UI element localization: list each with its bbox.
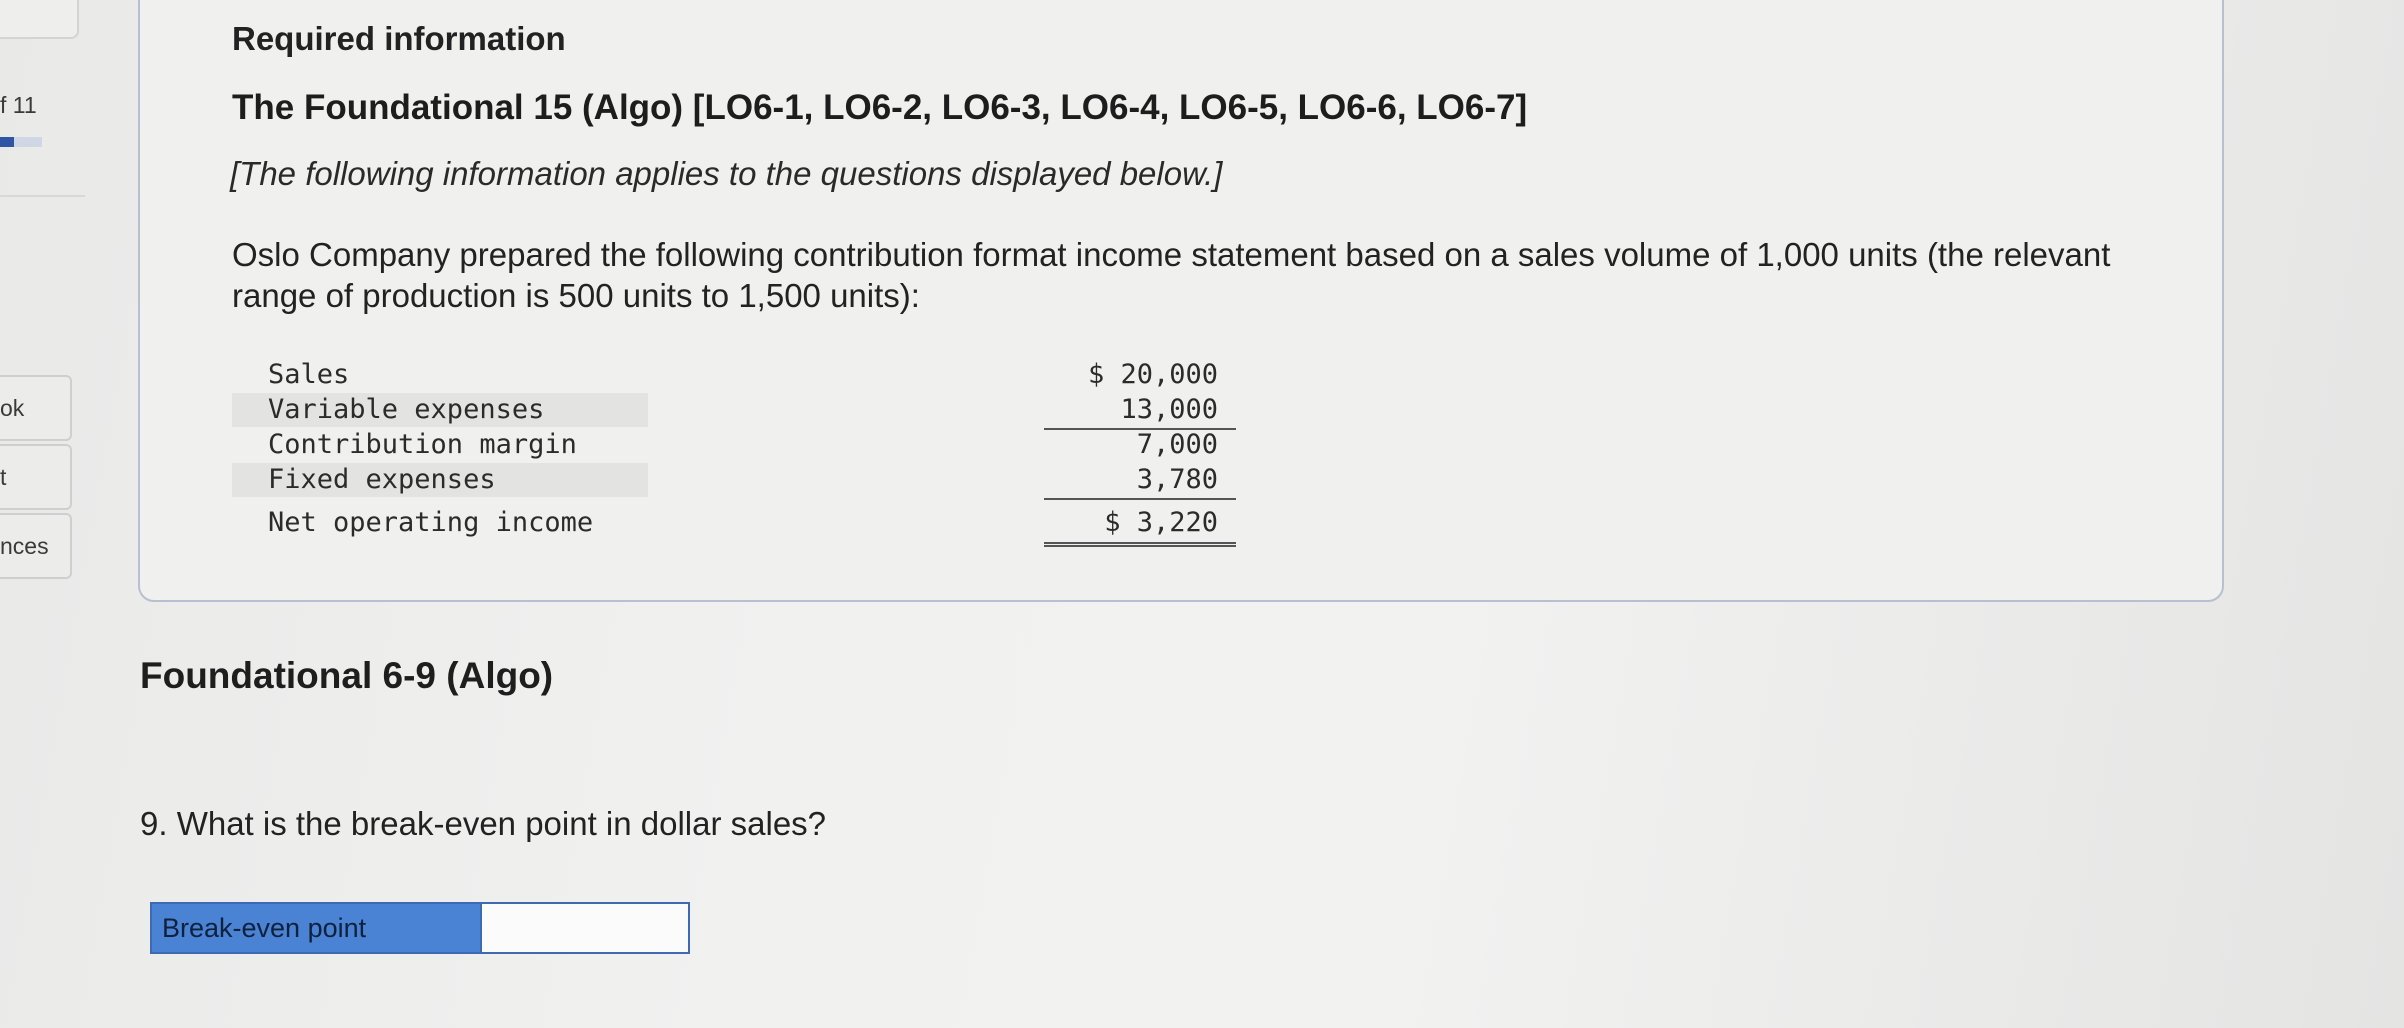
statement-row-variable-expenses: [232, 393, 1218, 427]
statement-amount: 13,000: [1120, 394, 1218, 425]
sidebar-tab-label: ok: [0, 395, 25, 421]
statement-row-net-operating-income: [232, 506, 1218, 540]
statement-amount: $ 3,220: [1104, 507, 1218, 538]
statement-amount: 3,780: [1136, 464, 1218, 495]
sidebar-tab-references[interactable]: [0, 513, 72, 579]
statement-label: Contribution margin: [268, 429, 577, 460]
double-underline: [1044, 542, 1236, 547]
statement-label: Net operating income: [268, 507, 594, 538]
break-even-input[interactable]: [482, 902, 690, 954]
statement-row-fixed-expenses: [232, 463, 1218, 497]
question-counter: f 11: [0, 92, 37, 118]
answer-row: [150, 902, 690, 954]
statement-label: Sales: [268, 359, 350, 390]
progress-bar: [0, 137, 42, 147]
statement-label: Fixed expenses: [232, 463, 648, 497]
required-information-heading: Required information: [232, 20, 566, 57]
break-even-label: Break-even point: [150, 902, 482, 954]
sidebar-divider: [0, 195, 85, 197]
underline: [1044, 498, 1236, 500]
sidebar-tab-book[interactable]: [0, 375, 72, 441]
sidebar-tab-label: t: [0, 464, 7, 490]
sidebar-tab-label: nces: [0, 533, 49, 559]
statement-amount: 7,000: [1136, 429, 1218, 460]
sidebar-top-button[interactable]: [0, 0, 79, 39]
sidebar: [0, 0, 90, 1028]
statement-row-contribution-margin: [232, 428, 1218, 462]
question-text: 9. What is the break-even point in dollar sales?: [140, 805, 827, 842]
problem-description: Oslo Company prepared the following contribution format income statement based on a sales volume of 1,000 units (the relevant range of production is 500 units to 1,500 units):: [232, 236, 2111, 314]
statement-label: Variable expenses: [232, 393, 648, 427]
sidebar-tab-print[interactable]: [0, 444, 72, 510]
progress-bar-fill: [0, 137, 14, 147]
statement-amount: $ 20,000: [1087, 359, 1218, 390]
info-note: [The following information applies to the questions displayed below.]: [230, 155, 1223, 192]
section-title: Foundational 6-9 (Algo): [140, 655, 554, 696]
problem-title: The Foundational 15 (Algo) [LO6-1, LO6-2, LO6-3, LO6-4, LO6-5, LO6-6, LO6-7]: [232, 88, 1528, 127]
statement-row-sales: [232, 358, 1218, 392]
